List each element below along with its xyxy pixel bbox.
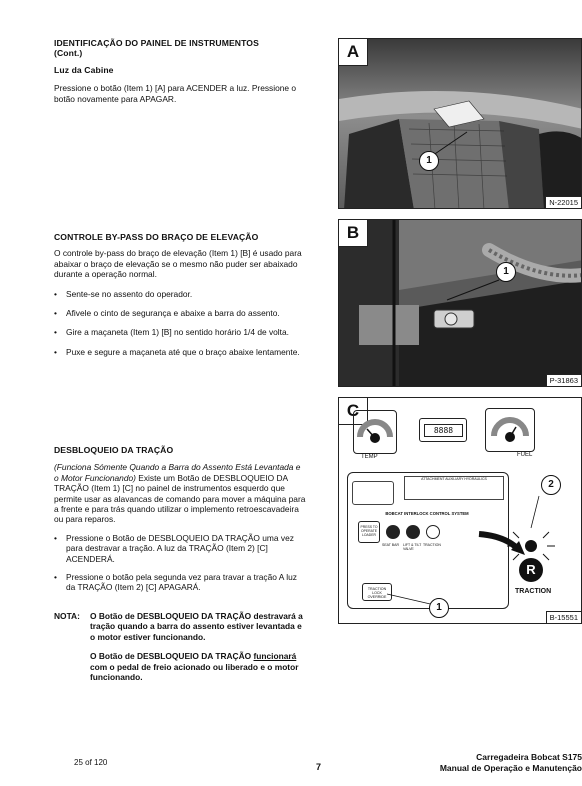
section-heading: IDENTIFICAÇÃO DO PAINEL DE INSTRUMENTOS (54, 38, 259, 48)
figure-code: P-31863 (546, 374, 581, 386)
note-text: O Botão de DESBLOQUEIO DA TRAÇÃO (90, 651, 252, 662)
subheading: Luz da Cabine (54, 64, 114, 75)
traction-lock-button[interactable]: TRACTION LOCK OVERRIDE (362, 583, 392, 601)
page-number: 7 (316, 762, 322, 772)
list-item: • Gire a maçaneta (Item 1) [B] no sentido horário 1/4 de volta. (54, 327, 306, 337)
callout-1: 1 (496, 262, 516, 282)
list-item: • Pressione o botão pela segunda vez para travar a tração A luz da TRAÇÃO (Item 2) [C] APAGARÁ. (54, 572, 306, 593)
seat-bar-label: SEAT BAR (382, 543, 399, 547)
note-text: com o pedal de freio acionado ou liberado e o motor funcionando. (90, 661, 299, 683)
paragraph: Pressione o botão (Item 1) [A] para ACENDER a luz. Pressione o botão novamente para APAGAR. (54, 83, 297, 104)
temp-label: TEMP (361, 454, 378, 460)
list-item: • Afivele o cinto de segurança e abaixe a barra do assento. (54, 308, 306, 318)
traction-icon: R (519, 558, 543, 582)
paragraph: O controle by-pass do braço de elevação (Item 1) [B] é usado para abaixar o braço de elevação se o mesmo não puder ser abaixado durante a operação normal. (54, 248, 302, 280)
bypass-control-photo (339, 220, 582, 387)
section-cab-light (54, 38, 306, 104)
callout-1: 1 (429, 598, 449, 618)
callout-1: 1 (419, 151, 439, 171)
manual-title: Carregadeira Bobcat S175 (476, 752, 582, 762)
note-block (54, 611, 306, 682)
figure-code: N-22015 (545, 196, 581, 208)
fuel-label: FUEL (517, 452, 533, 458)
figure-code: B-15551 (546, 611, 581, 623)
note-text-underlined: funcionará (253, 651, 297, 662)
section-heading-cont: (Cont.) (54, 48, 83, 59)
manual-subtitle: Manual de Operação e Manutenção (439, 763, 582, 773)
press-to-operate-button[interactable]: PRESS TO OPERATE LOADER (358, 521, 380, 543)
callout-2: 2 (541, 475, 561, 495)
figure-b (338, 219, 582, 387)
italic-note: (Funciona Sómente Quando a Barra do Assento Está Levantada e o Motor Funcionando) (54, 462, 301, 483)
figure-label: B (339, 220, 368, 247)
list-item: • Puxe e segure a maçaneta até que o braço abaixe lentamente. (54, 347, 306, 357)
lift-tilt-label: LIFT & TILT VALVE (403, 543, 422, 551)
panel-title: BOBCAT INTERLOCK CONTROL SYSTEM (385, 511, 469, 516)
figure-c (338, 397, 582, 624)
figure-label: A (339, 39, 368, 66)
section-heading: CONTROLE BY-PASS DO BRAÇO DE ELEVAÇÃO (54, 232, 259, 242)
figure-label: C (339, 398, 368, 425)
traction-small-label: TRACTION (423, 543, 441, 547)
page-count: 25 of 120 (74, 758, 108, 767)
list-item: • Sente-se no assento do operador. (54, 289, 306, 299)
paragraph: Existe um Botão de DESBLOQUEIO DA TRAÇÃO (Item 1) [C] no painel de instrumentos esquerdo que permite usar as alavancas de comando para mover a máquina para a frente e para trás quando utilizar o implemento retroescavadeira ou para reparos. (54, 472, 306, 525)
note-label: NOTA: (54, 611, 80, 621)
note-text: O Botão de DESBLOQUEIO DA TRAÇÃO destravará a tração quando a barra do assento estiver levantada e o motor estiver funcionando. (90, 611, 303, 642)
traction-label: TRACTION (515, 588, 552, 595)
figure-a (338, 38, 582, 209)
section-heading: DESBLOQUEIO DA TRAÇÃO (54, 445, 174, 455)
attachment-label: ATTACHMENT AUXILIARY HYDRAULICS (404, 476, 504, 500)
hour-meter: 8888 (419, 418, 467, 442)
section-traction (54, 445, 306, 593)
list-item: • Pressione o Botão de DESBLOQUEIO DA TRAÇÃO uma vez para destravar a tração. A luz da TRAÇÃO (Item 2) [C] ACENDERÁ. (54, 533, 306, 564)
section-bypass (54, 232, 306, 357)
cab-ceiling-photo (339, 39, 582, 209)
